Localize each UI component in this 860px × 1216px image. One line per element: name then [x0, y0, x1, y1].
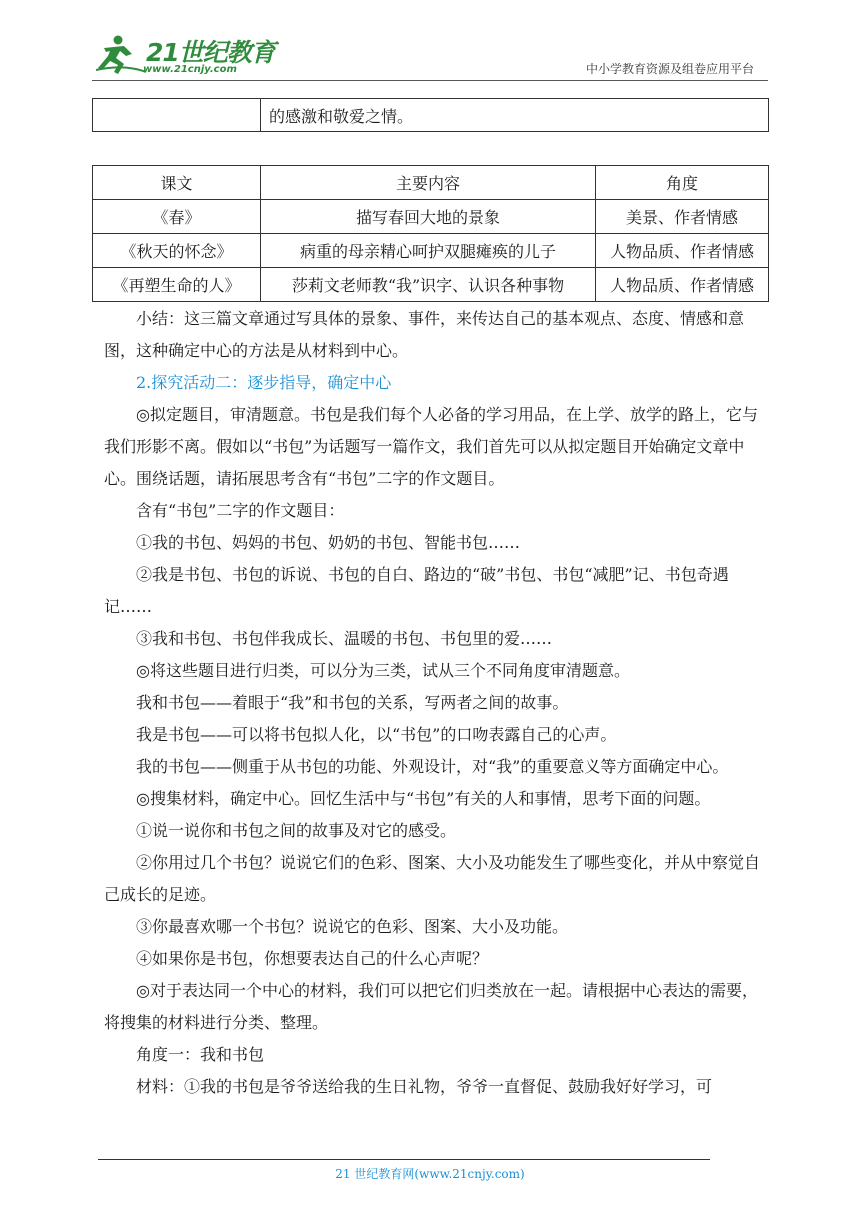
paragraph: ②我是书包、书包的诉说、书包的自白、路边的“破”书包、书包“减肥”记、书包奇遇记…… [104, 565, 729, 616]
platform-title: 中小学教育资源及组卷应用平台 [585, 62, 754, 76]
table-cell: 《再塑生命的人》 [93, 268, 261, 302]
paragraph: ③我和书包、书包伴我成长、温暖的书包、书包里的爱…… [136, 629, 553, 648]
paragraph: 角度一：我和书包 [136, 1045, 265, 1064]
continuation-table [92, 98, 769, 132]
page-header [0, 0, 860, 90]
table-cell: 的感激和敬爱之情。 [261, 99, 769, 132]
body-text [104, 303, 764, 1103]
column-header: 课文 [93, 166, 261, 200]
table-row [93, 268, 769, 302]
section-heading: 2.探究活动二：逐步指导，确定中心 [136, 373, 392, 392]
table-cell-empty [93, 99, 261, 132]
table-row [93, 234, 769, 268]
paragraph: 小结：这三篇文章通过写具体的景象、事件，来传达自己的基本观点、态度、情感和意图，这种确定中心的方法是从材料到中心。 [104, 309, 745, 360]
table-cell: 人物品质、作者情感 [596, 234, 769, 268]
table-cell: 描写春回大地的景象 [261, 200, 596, 234]
paragraph: 我是书包——可以将书包拟人化，以“书包”的口吻表露自己的心声。 [136, 725, 617, 744]
paragraph: ◎搜集材料，确定中心。回忆生活中与“书包”有关的人和事情，思考下面的问题。 [136, 789, 711, 808]
texts-table [92, 165, 769, 302]
paragraph: 我和书包——着眼于“我”和书包的关系，写两者之间的故事。 [136, 693, 569, 712]
table-cell: 人物品质、作者情感 [596, 268, 769, 302]
footer-divider [98, 1159, 710, 1160]
paragraph: ④如果你是书包，你想要表达自己的什么心声呢？ [136, 949, 489, 968]
table-row [93, 200, 769, 234]
table-cell: 病重的母亲精心呵护双腿瘫痪的儿子 [261, 234, 596, 268]
table-header-row [93, 166, 769, 200]
table-cell: 《春》 [93, 200, 261, 234]
table-cell: 美景、作者情感 [596, 200, 769, 234]
table-cell: 莎莉文老师教“我”识字、认识各种事物 [261, 268, 596, 302]
paragraph: ◎对于表达同一个中心的材料，我们可以把它们归类放在一起。请根据中心表达的需要，将搜集的材料进行分类、整理。 [104, 981, 758, 1032]
table-row [93, 99, 769, 132]
logo-text: 21世纪教育 [146, 38, 275, 67]
paragraph: 含有“书包”二字的作文题目： [136, 501, 345, 520]
logo-url: www.21cnjy.com [143, 64, 237, 75]
paragraph: ◎将这些题目进行归类，可以分为三类，试从三个不同角度审清题意。 [136, 661, 630, 680]
paragraph: ②你用过几个书包？说说它们的色彩、图案、大小及功能发生了哪些变化，并从中察觉自己成长的足迹。 [104, 853, 761, 904]
table-cell: 《秋天的怀念》 [93, 234, 261, 268]
paragraph: 材料：①我的书包是爷爷送给我的生日礼物，爷爷一直督促、鼓励我好好学习，可 [136, 1077, 713, 1096]
paragraph: ③你最喜欢哪一个书包？说说它的色彩、图案、大小及功能。 [136, 917, 569, 936]
paragraph: ①说一说你和书包之间的故事及对它的感受。 [136, 821, 457, 840]
paragraph: ◎拟定题目，审清题意。书包是我们每个人必备的学习用品，在上学、放学的路上，它与我们形影不离。假如以“书包”为话题写一篇作文，我们首先可以从拟定题目开始确定文章中心。围绕话题，请拓展思考含有“书包”二字的作文题目。 [104, 405, 758, 488]
column-header: 角度 [596, 166, 769, 200]
footer-text: 21 世纪教育网(www.21cnjy.com) [335, 1167, 525, 1181]
paragraph: ①我的书包、妈妈的书包、奶奶的书包、智能书包…… [136, 533, 521, 552]
column-header: 主要内容 [261, 166, 596, 200]
paragraph: 我的书包——侧重于从书包的功能、外观设计，对“我”的重要意义等方面确定中心。 [136, 757, 729, 776]
header-divider [92, 80, 768, 81]
